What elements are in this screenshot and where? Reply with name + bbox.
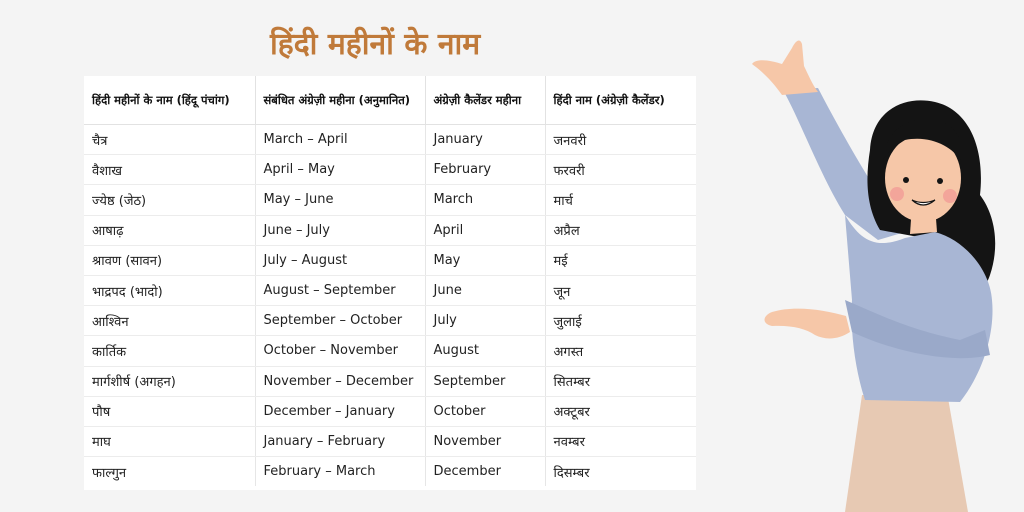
table-body [84,125,696,487]
english-approx-cell: November – December [255,366,425,396]
page-title: हिंदी महीनों के नाम [270,27,481,62]
table-header [84,76,696,125]
hindi-name-cell: दिसम्बर [553,465,590,481]
hindu-month-cell: आषाढ़ [84,215,255,245]
table-row [84,275,696,305]
months-table [84,76,696,486]
english-approx-cell: January – February [255,426,425,456]
table-row [84,426,696,456]
hindu-month-cell: श्रावण (सावन) [84,245,255,275]
calendar-month-cell: April [425,215,545,245]
hindu-month-cell: ज्येष्ठ (जेठ) [84,185,255,215]
english-approx-cell: February – March [255,457,425,487]
hindi-name-cell: जनवरी [545,125,696,155]
calendar-month-cell: November [425,426,545,456]
table-row [84,125,696,155]
hindi-name-cell: अगस्त [545,336,696,366]
calendar-month-cell: December [425,457,545,487]
english-approx-cell: April – May [255,155,425,185]
table-row [84,336,696,366]
hindi-name-cell: जुलाई [545,306,696,336]
calendar-month-cell: October [425,396,545,426]
hindu-month-cell: भाद्रपद (भादो) [84,275,255,305]
table-row [84,457,696,487]
table-row [84,245,696,275]
calendar-month-cell: March [425,185,545,215]
hindi-name-cell: सितम्बर [545,366,696,396]
table-row [84,396,696,426]
calendar-month-cell: May [425,245,545,275]
header-calendar-month: अंग्रेज़ी कैलेंडर महीना [425,76,545,125]
calendar-month-cell: July [425,306,545,336]
english-approx-cell: July – August [255,245,425,275]
calendar-month-cell: August [425,336,545,366]
right-cheek [943,189,957,203]
hindi-name-cell: अक्टूबर [545,396,696,426]
months-table-container [84,76,696,490]
calendar-month-cell: June [425,275,545,305]
left-cheek [890,187,904,201]
english-approx-cell: October – November [255,336,425,366]
calendar-month-cell: February [425,155,545,185]
english-approx-cell: August – September [255,275,425,305]
hindu-month-cell: वैशाख [84,155,255,185]
hindi-name-cell: मई [545,245,696,275]
right-eye [937,178,943,184]
hindu-month-cell: माघ [84,426,255,456]
header-hindi-name: हिंदी नाम (अंग्रेज़ी कैलेंडर) [545,76,696,125]
table-row [84,215,696,245]
hindi-name-cell: नवम्बर [545,426,696,456]
table-row [84,185,696,215]
hindu-month-cell: फाल्गुन [84,457,255,487]
english-approx-cell: May – June [255,185,425,215]
hindi-name-cell: जून [545,275,696,305]
calendar-month-cell: January [425,125,545,155]
header-row [84,76,696,125]
hindu-month-cell: चैत्र [84,125,255,155]
table-row [84,366,696,396]
woman-illustration [730,30,1024,512]
header-hindu-month: हिंदी महीनों के नाम (हिंदू पंचांग) [84,76,255,125]
lower-hand [765,309,851,339]
left-eye [903,177,909,183]
table-row [84,155,696,185]
hindu-month-cell: पौष [84,396,255,426]
hindu-month-cell: आश्विन [84,306,255,336]
header-english-approx: संबंधित अंग्रेज़ी महीना (अनुमानित) [255,76,425,125]
table-row [84,306,696,336]
raised-hand [752,41,818,95]
hindu-month-cell: मार्गशीर्ष (अगहन) [84,366,255,396]
hindi-name-cell: अप्रैल [545,215,696,245]
english-approx-cell: September – October [255,306,425,336]
hindi-name-cell: फरवरी [545,155,696,185]
english-approx-cell: June – July [255,215,425,245]
skirt [845,395,968,512]
calendar-month-cell: September [425,366,545,396]
english-approx-cell: December – January [255,396,425,426]
hindi-name-cell: मार्च [545,185,696,215]
hindu-month-cell: कार्तिक [84,336,255,366]
english-approx-cell: March – April [255,125,425,155]
